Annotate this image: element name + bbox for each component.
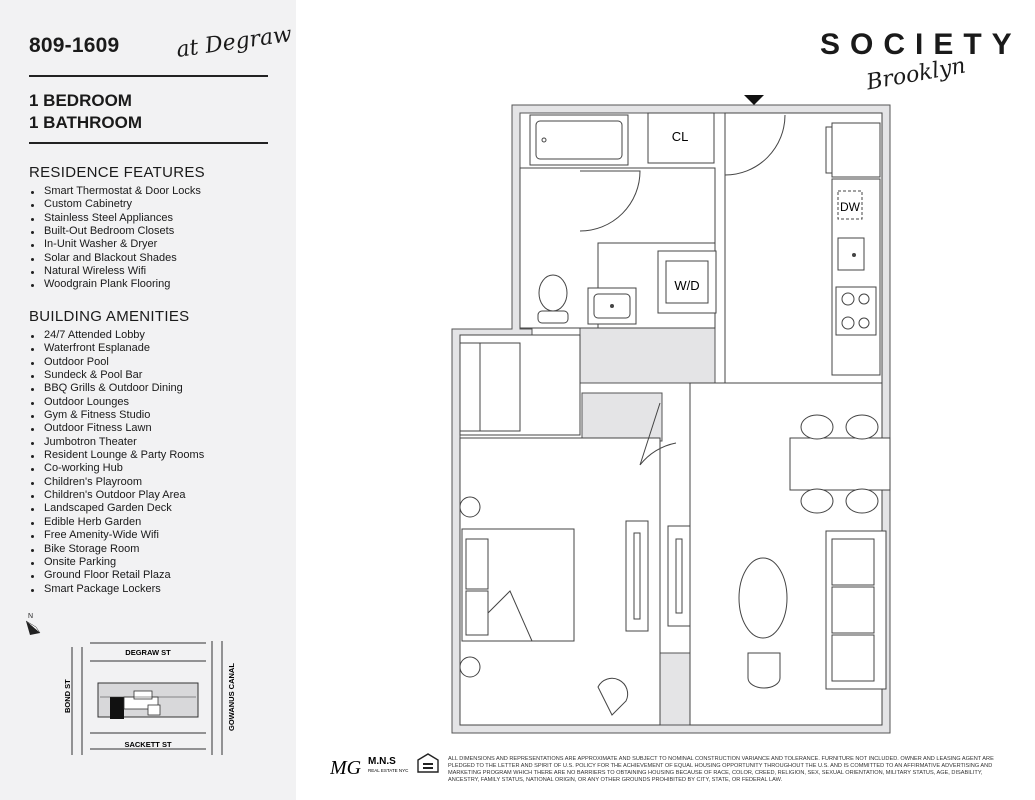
location-map xyxy=(20,605,260,765)
closet-label: CL xyxy=(671,129,689,144)
north-label: N xyxy=(28,613,34,620)
legal-disclaimer: ALL DIMENSIONS AND REPRESENTATIONS ARE APPROXIMATE AND SUBJECT TO NOMINAL CONSTRUCTION VARIANCE AND TOLERANCE. FURNITURE NOT INCLUDED. OWNER AND LEASING AGENT ARE PLEDGED TO THE LETTER AND SPIRIT OF U.S. POLICY FOR THE ACHIEVEMENT OF EQUAL HOUSING OPPORTUNITY THROUGHOUT THE U.S. AND IS COMMITTED TO AN AFFIRMATIVE ADVERTISING AND MARKETING PROGRAM WHICH THERE ARE NO BARRIERS TO OBTAINING HOUSING BECAUSE OF RACE, COLOR, CREED, RELIGION, SEX, SEXUAL ORIENTATION, MILITARY STATUS, AGE, DISABILITY, ANCESTRY, FAMILY STATUS, NATIONAL ORIGIN, OR ANY OTHER GROUNDS PROHIBITED BY CITY, STATE, OR FEDERAL LAW. xyxy=(448,756,994,783)
residence-feature-item: Built-Out Bedroom Closets xyxy=(29,225,201,238)
building-amenity-item: Children's Outdoor Play Area xyxy=(29,489,204,502)
wardrobe xyxy=(460,343,520,431)
tv-console xyxy=(668,526,690,626)
building-amenity-item: Onsite Parking xyxy=(29,556,204,569)
residence-feature-item: Natural Wireless Wifi xyxy=(29,265,201,278)
toilet xyxy=(539,275,567,311)
building-amenity-item: Gym & Fitness Studio xyxy=(29,409,204,422)
bed-bath-summary xyxy=(29,90,142,134)
building-amenity-item: Bike Storage Room xyxy=(29,543,204,556)
washer-dryer-label: W/D xyxy=(674,278,700,293)
residence-feature-item: Stainless Steel Appliances xyxy=(29,212,201,225)
equal-housing-icon xyxy=(418,754,438,772)
building-script: at Degraw xyxy=(174,22,294,63)
building-amenity-item: Children's Playroom xyxy=(29,476,204,489)
unit-location-marker xyxy=(110,697,124,719)
residence-feature-item: Smart Thermostat & Door Locks xyxy=(29,185,201,198)
building-amenity-item: Outdoor Pool xyxy=(29,356,204,369)
bedroom-count: 1 BEDROOM xyxy=(29,91,132,110)
bed xyxy=(462,529,574,641)
building-amenity-item: Landscaped Garden Deck xyxy=(29,502,204,515)
brand-logo: SOCIETY xyxy=(820,28,1022,61)
stove xyxy=(836,287,876,335)
building-amenity-item: Outdoor Fitness Lawn xyxy=(29,422,204,435)
residence-features-list xyxy=(29,185,201,292)
floor-plan xyxy=(440,93,900,743)
bathroom-count: 1 BATHROOM xyxy=(29,113,143,132)
building-amenity-item: Smart Package Lockers xyxy=(29,583,204,596)
building-amenity-item: Resident Lounge & Party Rooms xyxy=(29,449,204,462)
residence-feature-item: Custom Cabinetry xyxy=(29,198,201,211)
partner-logos xyxy=(330,752,445,791)
armchair xyxy=(748,653,780,688)
building-amenities-heading: BUILDING AMENITIES xyxy=(29,308,190,325)
residence-features-heading: RESIDENCE FEATURES xyxy=(29,164,205,181)
entry-arrow-icon xyxy=(744,95,764,105)
street-bottom-label: SACKETT ST xyxy=(124,740,172,749)
unit-number: 809-1609 xyxy=(29,34,120,57)
dishwasher-label: DW xyxy=(840,200,860,214)
refrigerator xyxy=(832,123,880,177)
building-amenity-item: 24/7 Attended Lobby xyxy=(29,329,204,342)
mns-logo: M.N.S xyxy=(368,756,396,767)
street-top-label: DEGRAW ST xyxy=(125,648,171,657)
divider xyxy=(29,142,268,144)
sofa xyxy=(826,531,886,689)
building-amenity-item: Co-working Hub xyxy=(29,462,204,475)
info-sidebar xyxy=(0,0,296,800)
dining-table xyxy=(790,438,890,490)
street-right-label: GOWANUS CANAL xyxy=(227,663,236,731)
residence-feature-item: Solar and Blackout Shades xyxy=(29,252,201,265)
dresser xyxy=(626,521,648,631)
coffee-table xyxy=(739,558,787,638)
mns-logo-sub: REAL ESTATE NYC xyxy=(368,768,409,773)
mg-logo: MG xyxy=(330,757,362,779)
building-amenities-list xyxy=(29,329,204,596)
building-amenity-item: Edible Herb Garden xyxy=(29,516,204,529)
building-amenity-item: Free Amenity-Wide Wifi xyxy=(29,529,204,542)
brand-script: Brooklyn xyxy=(864,53,968,96)
street-left-label: BOND ST xyxy=(63,679,72,713)
residence-feature-item: Woodgrain Plank Flooring xyxy=(29,278,201,291)
divider xyxy=(29,75,268,77)
building-amenity-item: Ground Floor Retail Plaza xyxy=(29,569,204,582)
building-amenity-item: BBQ Grills & Outdoor Dining xyxy=(29,382,204,395)
building-amenity-item: Sundeck & Pool Bar xyxy=(29,369,204,382)
building-amenity-item: Jumbotron Theater xyxy=(29,436,204,449)
building-amenity-item: Waterfront Esplanade xyxy=(29,342,204,355)
bathtub xyxy=(530,115,628,165)
building-amenity-item: Outdoor Lounges xyxy=(29,396,204,409)
residence-feature-item: In-Unit Washer & Dryer xyxy=(29,238,201,251)
